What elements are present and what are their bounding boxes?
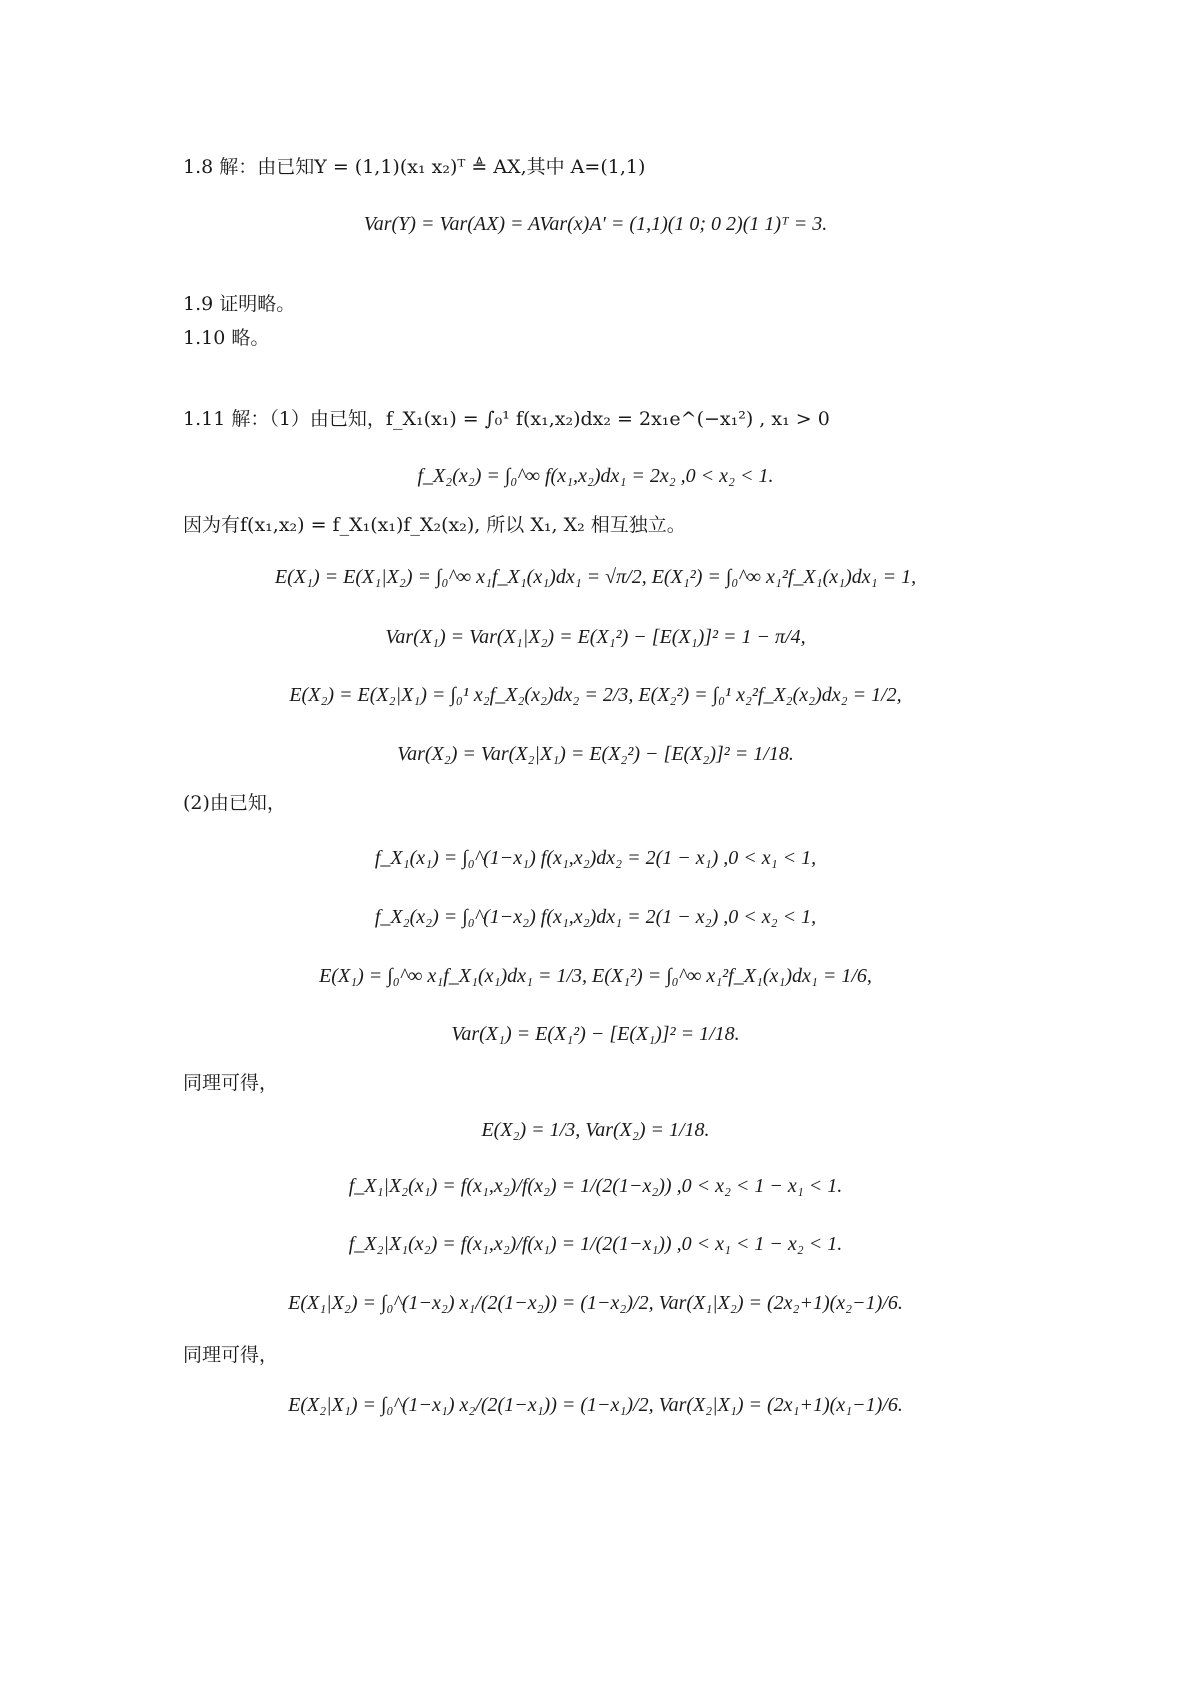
problem-1-11-part2-intro: (2)由已知，: [183, 792, 286, 814]
equation2-conditional-expectation-x1: E(X₁|X₂) = ∫₀^(1−x₂) x₁/(2(1−x₂)) = (1−x₂)/2, Var(X₁|X₂) = (2x₂+1)(x₂−1)/6.: [288, 1292, 903, 1314]
problem-1-11-part1-intro: 1.11 解：（1）由已知，f_X₁(x₁) = ∫₀¹ f(x₁,x₂)dx₂ = 2x₁e^(−x₁²) , x₁ > 0: [183, 408, 830, 430]
problem-1-8-variance-equation: Var(Y) = Var(AX) = AVar(x)A′ = (1,1)(1 0; 0 2)(1 1)ᵀ = 3.: [363, 213, 828, 235]
equation-expectation-x1: E(X₁) = E(X₁|X₂) = ∫₀^∞ x₁f_X₁(x₁)dx₁ = √π/2, E(X₁²) = ∫₀^∞ x₁²f_X₁(x₁)dx₁ = 1,: [274, 566, 917, 588]
equation2-conditional-expectation-x2: E(X₂|X₁) = ∫₀^(1−x₁) x₂/(2(1−x₁)) = (1−x₁)/2, Var(X₂|X₁) = (2x₁+1)(x₁−1)/6.: [288, 1394, 903, 1416]
independence-statement: 因为有f(x₁,x₂) = f_X₁(x₁)f_X₂(x₂), 所以 X₁, X₂ 相互独立。: [183, 514, 686, 536]
equation2-conditional-density-x1: f_X₁|X₂(x₁) = f(x₁,x₂)/f(x₂) = 1/(2(1−x₂)) ,0 < x₂ < 1 − x₁ < 1.: [348, 1175, 843, 1197]
equation2-fx1-density: f_X₁(x₁) = ∫₀^(1−x₁) f(x₁,x₂)dx₂ = 2(1 − x₁) ,0 < x₁ < 1,: [374, 847, 817, 869]
equation-expectation-x2: E(X₂) = E(X₂|X₁) = ∫₀¹ x₂f_X₂(x₂)dx₂ = 2/3, E(X₂²) = ∫₀¹ x₂²f_X₂(x₂)dx₂ = 1/2,: [289, 684, 902, 706]
equation2-fx2-density: f_X₂(x₂) = ∫₀^(1−x₂) f(x₁,x₂)dx₁ = 2(1 − x₂) ,0 < x₂ < 1,: [374, 906, 817, 928]
problem-1-10-text: 1.10 略。: [183, 327, 270, 349]
similarly-text-1: 同理可得，: [183, 1072, 279, 1094]
similarly-text-2: 同理可得，: [183, 1344, 279, 1366]
equation-fx2-density: f_X₂(x₂) = ∫₀^∞ f(x₁,x₂)dx₁ = 2x₂ ,0 < x₂ < 1.: [417, 465, 774, 487]
equation2-expectation-x1: E(X₁) = ∫₀^∞ x₁f_X₁(x₁)dx₁ = 1/3, E(X₁²) = ∫₀^∞ x₁²f_X₁(x₁)dx₁ = 1/6,: [319, 965, 872, 987]
equation2-expectation-x2: E(X₂) = 1/3, Var(X₂) = 1/18.: [481, 1119, 710, 1141]
equation-variance-x2: Var(X₂) = Var(X₂|X₁) = E(X₂²) − [E(X₂)]² = 1/18.: [397, 743, 794, 765]
equation2-conditional-density-x2: f_X₂|X₁(x₂) = f(x₁,x₂)/f(x₁) = 1/(2(1−x₁)) ,0 < x₁ < 1 − x₂ < 1.: [348, 1233, 843, 1255]
equation2-variance-x1: Var(X₁) = E(X₁²) − [E(X₁)]² = 1/18.: [451, 1023, 740, 1045]
problem-1-8-intro: 1.8 解：由已知Y = (1,1)(x₁ x₂)ᵀ ≜ AX,其中 A=(1,1): [183, 156, 646, 178]
problem-1-9-text: 1.9 证明略。: [183, 293, 296, 315]
equation-variance-x1: Var(X₁) = Var(X₁|X₂) = E(X₁²) − [E(X₁)]² = 1 − π/4,: [385, 626, 806, 648]
